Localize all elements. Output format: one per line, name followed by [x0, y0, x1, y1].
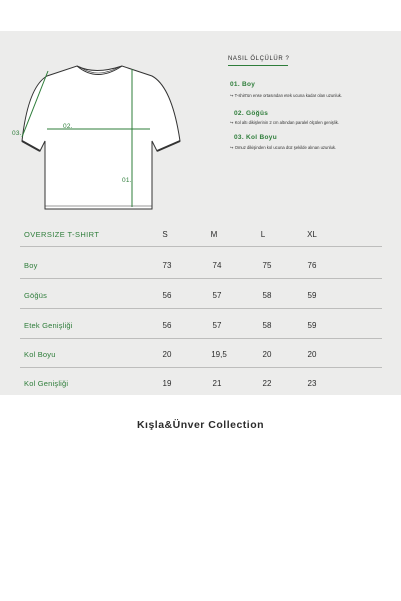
row-label: Kol Boyu	[24, 350, 56, 359]
cell: 19	[162, 379, 172, 388]
cell: 76	[307, 261, 317, 270]
row-label: Kol Genişliği	[24, 379, 69, 388]
cell: 56	[162, 291, 172, 300]
size-l: L	[260, 230, 266, 239]
label-01: 01.	[122, 177, 132, 184]
table-row	[0, 291, 401, 321]
cell: 20	[262, 350, 272, 359]
table-header-row	[0, 230, 401, 260]
row-divider	[20, 338, 382, 339]
guide-item-gogus-desc: ↪ Kol altı dikişlerinin 2 cm altından paralel ölçülen genişlik.	[230, 120, 339, 125]
label-03: 03.	[12, 130, 22, 137]
tshirt-diagram	[0, 31, 210, 221]
cell: 57	[212, 291, 222, 300]
guide-item-kol-boyu-head: 03. Kol Boyu	[234, 134, 277, 141]
cell: 20	[307, 350, 317, 359]
table-row	[0, 379, 401, 409]
cell: 58	[262, 321, 272, 330]
guide-title: NASIL ÖLÇÜLÜR ?	[228, 56, 290, 62]
row-divider	[20, 308, 382, 309]
cell: 19,5	[211, 350, 227, 359]
guide-title-underline	[228, 65, 288, 66]
guide-item-boy-head: 01. Boy	[230, 81, 256, 88]
cell: 21	[212, 379, 222, 388]
cell: 59	[307, 321, 317, 330]
label-02: 02.	[63, 123, 73, 130]
cell: 74	[212, 261, 222, 270]
tshirt-outline-icon	[0, 31, 210, 221]
row-divider	[20, 367, 382, 368]
row-label: Göğüs	[24, 291, 48, 300]
table-row	[0, 321, 401, 351]
cell: 75	[262, 261, 272, 270]
cell: 20	[162, 350, 172, 359]
cell: 56	[162, 321, 172, 330]
cell: 59	[307, 291, 317, 300]
row-divider	[20, 278, 382, 279]
cell: 58	[262, 291, 272, 300]
size-xl: XL	[307, 230, 317, 239]
row-divider	[20, 246, 382, 247]
table-title: OVERSIZE T-SHIRT	[24, 230, 100, 239]
row-label: Etek Genişliği	[24, 321, 73, 330]
size-s: S	[162, 230, 168, 239]
cell: 23	[307, 379, 317, 388]
brand-name: Kışla&Ünver Collection	[136, 419, 265, 431]
table-row	[0, 350, 401, 380]
cell: 22	[262, 379, 272, 388]
cell: 57	[212, 321, 222, 330]
table-row	[0, 261, 401, 291]
size-m: M	[210, 230, 218, 239]
cell: 73	[162, 261, 172, 270]
guide-item-gogus-head: 02. Göğüs	[234, 110, 269, 117]
row-label: Boy	[24, 261, 38, 270]
guide-item-boy-desc: ↪ T-shirt'ün ense ortasından etek ucuna kadar olan uzunluk.	[230, 93, 343, 98]
guide-item-kol-boyu-desc: ↪ Omuz dikişinden kol ucuna düz şekilde alınan uzunluk.	[230, 145, 337, 150]
